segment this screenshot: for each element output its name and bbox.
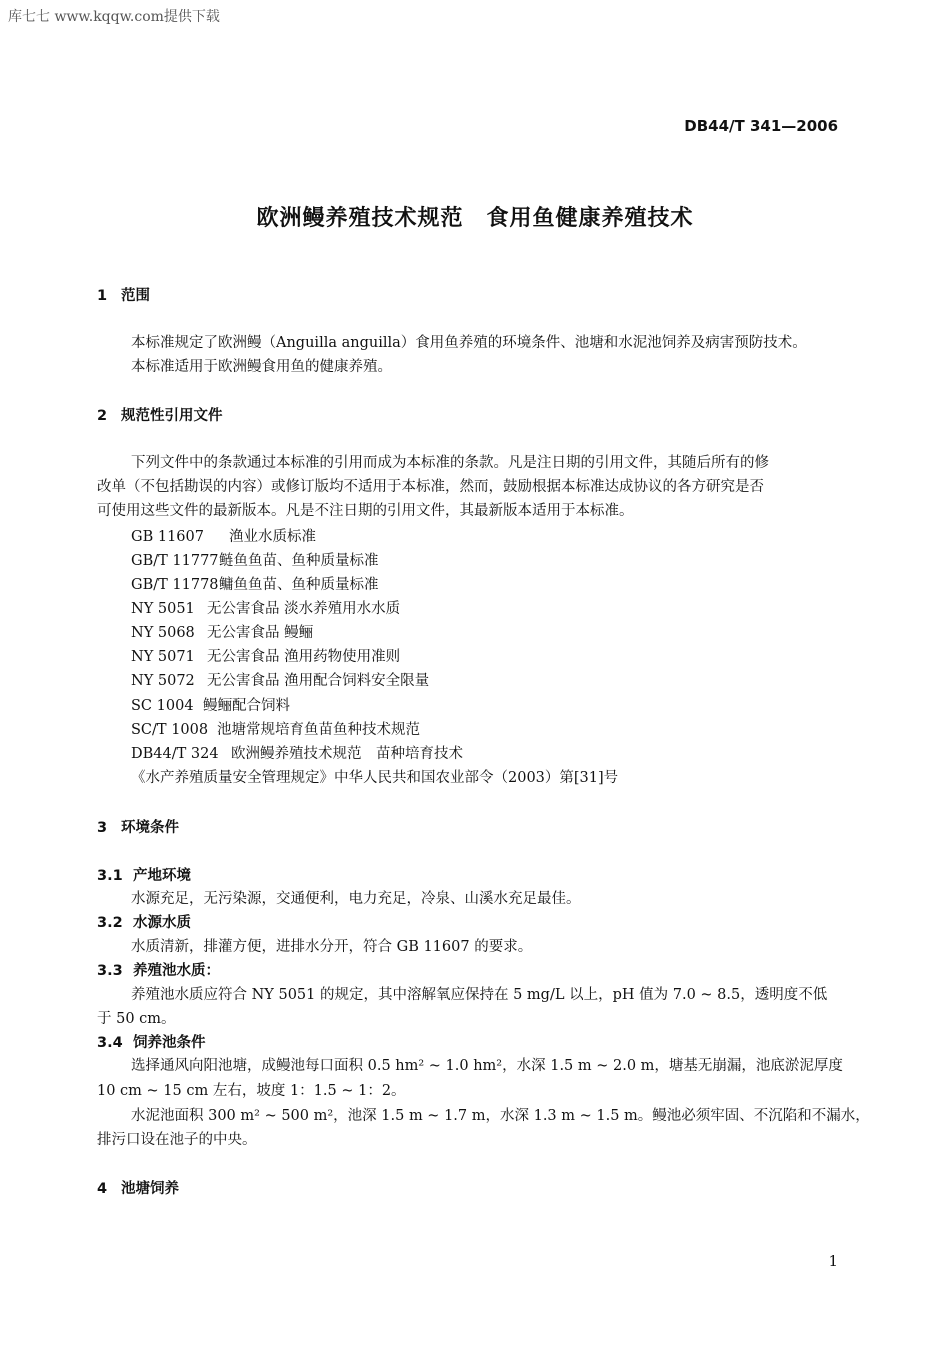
section-3-1-heading	[97, 864, 191, 885]
reference-code: GB/T 11777	[131, 553, 219, 569]
section-title: 水源水质	[133, 915, 191, 931]
reference-code: GB 11607	[131, 529, 204, 545]
section-number: 3.1	[97, 868, 123, 884]
section-number: 3	[97, 820, 108, 836]
reference-code: NY 5071	[131, 649, 195, 665]
reference-code: SC/T 1008	[131, 722, 209, 738]
normative-intro-line-3: 可使用这些文件的最新版本。凡是不注日期的引用文件，其最新版本适用于本标准。	[97, 503, 634, 519]
section-number: 3.2	[97, 915, 123, 931]
reference-title: 无公害食品 渔用药物使用准则	[207, 649, 401, 665]
section-number: 3.4	[97, 1035, 123, 1051]
section-3-3-text-line-2: 于 50 cm。	[97, 1011, 176, 1027]
reference-item	[131, 742, 463, 763]
section-3-4-text-line-4: 排污口设在池子的中央。	[97, 1132, 257, 1148]
reference-code: NY 5051	[131, 601, 195, 617]
section-title: 范围	[121, 288, 150, 304]
reference-code: DB44/T 324	[131, 746, 219, 762]
scope-paragraph-1: 本标准规定了欧洲鳗（Anguilla anguilla）食用鱼养殖的环境条件、池塘和水泥池饲养及病害预防技术。	[131, 335, 807, 351]
reference-title: 鳗鲡配合饲料	[203, 698, 290, 714]
reference-item-regulation: 《水产养殖质量安全管理规定》中华人民共和国农业部令（2003）第[31]号	[131, 770, 619, 786]
section-number: 2	[97, 408, 108, 424]
watermark-text: 库七七 www.kqqw.com提供下载	[8, 9, 220, 25]
section-1-heading	[97, 284, 150, 305]
reference-item	[131, 573, 379, 594]
reference-code: NY 5068	[131, 625, 195, 641]
reference-item	[131, 525, 316, 546]
section-3-1-text: 水源充足，无污染源，交通便利，电力充足，冷泉、山溪水充足最佳。	[131, 891, 581, 907]
normative-intro-line-1: 下列文件中的条款通过本标准的引用而成为本标准的条款。凡是注日期的引用文件，其随后所有的修	[131, 455, 769, 471]
reference-item	[131, 645, 400, 666]
reference-code: NY 5072	[131, 673, 195, 689]
reference-item	[131, 597, 400, 618]
reference-code: SC 1004	[131, 698, 194, 714]
reference-title: 池塘常规培育鱼苗鱼种技术规范	[217, 722, 420, 738]
reference-title: 无公害食品 鳗鲡	[207, 625, 314, 641]
reference-item	[131, 694, 290, 715]
section-title: 池塘饲养	[121, 1181, 179, 1197]
reference-title: 无公害食品 淡水养殖用水水质	[207, 601, 401, 617]
reference-item	[131, 718, 420, 739]
section-title: 环境条件	[121, 820, 179, 836]
section-4-heading	[97, 1177, 179, 1198]
section-3-heading	[97, 816, 179, 837]
section-3-2-text: 水质清新，排灌方便，进排水分开，符合 GB 11607 的要求。	[131, 939, 533, 955]
section-2-heading	[97, 404, 223, 425]
reference-title: 无公害食品 渔用配合饲料安全限量	[207, 673, 430, 689]
document-title: 欧洲鳗养殖技术规范 食用鱼健康养殖技术	[256, 206, 694, 231]
reference-item	[131, 669, 429, 690]
section-number: 4	[97, 1181, 108, 1197]
section-3-4-text-line-2: 10 cm ~ 15 cm 左右，坡度 1：1.5 ~ 1：2。	[97, 1083, 406, 1099]
reference-code: GB/T 11778	[131, 577, 219, 593]
section-title: 产地环境	[133, 868, 191, 884]
normative-intro-line-2: 改单（不包括勘误的内容）或修订版均不适用于本标准，然而，鼓励根据本标准达成协议的各方研究是否	[97, 479, 764, 495]
scope-paragraph-2: 本标准适用于欧洲鳗食用鱼的健康养殖。	[131, 359, 392, 375]
section-title: 养殖池水质：	[133, 963, 220, 979]
section-number: 1	[97, 288, 108, 304]
section-number: 3.3	[97, 963, 123, 979]
reference-item	[131, 621, 313, 642]
reference-title: 鲢鱼鱼苗、鱼种质量标准	[219, 553, 379, 569]
section-3-4-text-line-3: 水泥池面积 300 m² ~ 500 m²，池深 1.5 m ~ 1.7 m，水深 1.3 m ~ 1.5 m。鳗池必须牢固、不沉陷和不漏水，	[131, 1108, 870, 1124]
section-3-2-heading	[97, 911, 191, 932]
reference-item	[131, 549, 379, 570]
section-title: 饲养池条件	[133, 1035, 206, 1051]
section-3-4-heading	[97, 1031, 206, 1052]
section-3-3-text-line-1: 养殖池水质应符合 NY 5051 的规定，其中溶解氧应保持在 5 mg/L 以上，pH 值为 7.0 ~ 8.5，透明度不低	[131, 987, 828, 1003]
standard-number: DB44/T 341—2006	[684, 117, 838, 135]
reference-title: 鳙鱼鱼苗、鱼种质量标准	[219, 577, 379, 593]
section-3-3-heading	[97, 959, 220, 980]
section-3-4-text-line-1: 选择通风向阳池塘，成鳗池每口面积 0.5 hm² ~ 1.0 hm²，水深 1.5 m ~ 2.0 m，塘基无崩漏，池底淤泥厚度	[131, 1058, 843, 1074]
reference-title: 渔业水质标准	[229, 529, 316, 545]
reference-title: 欧洲鳗养殖技术规范 苗种培育技术	[231, 746, 463, 762]
page-number: 1	[828, 1252, 838, 1270]
section-title: 规范性引用文件	[121, 408, 223, 424]
